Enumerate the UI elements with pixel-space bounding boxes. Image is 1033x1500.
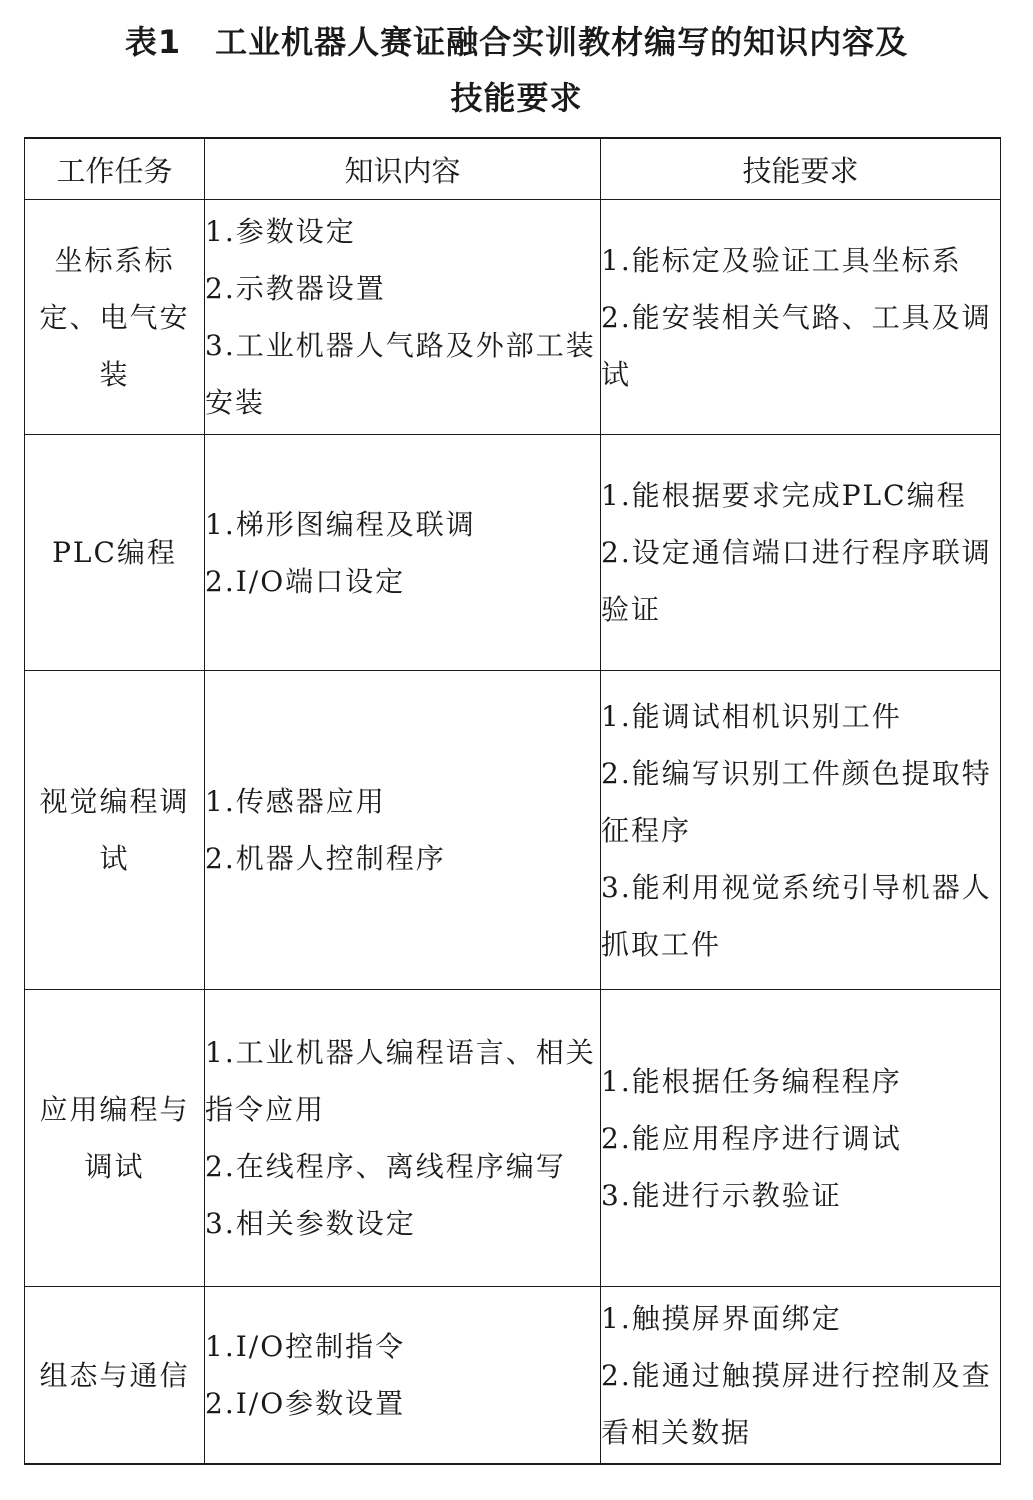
knowledge-item: 2.示教器设置 bbox=[205, 272, 386, 305]
knowledge-item: 3.相关参数设定 bbox=[205, 1207, 416, 1240]
task-cell: PLC编程 bbox=[25, 435, 205, 671]
skill-item: 1.能调试相机识别工件 bbox=[601, 699, 902, 733]
skill-item: 1.能根据要求完成PLC编程 bbox=[601, 479, 967, 512]
knowledge-item: 1.传感器应用 bbox=[205, 785, 386, 818]
knowledge-cell bbox=[205, 671, 601, 990]
knowledge-cell bbox=[205, 990, 601, 1287]
skill-item: 2.设定通信端口进行程序联调验证 bbox=[601, 536, 992, 626]
table-title-line-1 bbox=[0, 14, 1033, 70]
task-cell: 组态与通信 bbox=[25, 1287, 205, 1465]
skill-item: 3.能利用视觉系统引导机器人抓取工件 bbox=[601, 870, 992, 961]
column-header-task: 工作任务 bbox=[25, 138, 205, 200]
skill-item: 1.触摸屏界面绑定 bbox=[601, 1301, 842, 1335]
skill-item: 3.能进行示教验证 bbox=[601, 1178, 842, 1212]
task-cell: 应用编程与调试 bbox=[25, 990, 205, 1287]
table-row bbox=[25, 1287, 1001, 1465]
task-cell: 坐标系标定、电气安装 bbox=[25, 200, 205, 435]
knowledge-item: 2.I/O参数设置 bbox=[205, 1387, 406, 1420]
column-header-skills: 技能要求 bbox=[601, 138, 1001, 200]
skills-cell bbox=[601, 200, 1001, 435]
table-row bbox=[25, 435, 1001, 671]
skills-cell bbox=[601, 990, 1001, 1287]
header-row bbox=[25, 138, 1001, 200]
table-number-label: 表1 bbox=[124, 23, 182, 61]
skill-item: 2.能编写识别工件颜色提取特征程序 bbox=[601, 756, 992, 847]
knowledge-cell bbox=[205, 200, 601, 435]
knowledge-item: 2.I/O端口设定 bbox=[205, 564, 406, 598]
knowledge-item: 2.在线程序、离线程序编写 bbox=[205, 1150, 566, 1183]
skills-cell bbox=[601, 671, 1001, 990]
skill-item: 1.能标定及验证工具坐标系 bbox=[601, 243, 962, 277]
task-cell: 视觉编程调试 bbox=[25, 671, 205, 990]
table-title bbox=[0, 14, 1033, 126]
skill-item: 2.能应用程序进行调试 bbox=[601, 1121, 902, 1155]
knowledge-cell bbox=[205, 1287, 601, 1465]
table-row bbox=[25, 990, 1001, 1287]
knowledge-item: 2.机器人控制程序 bbox=[205, 842, 446, 875]
knowledge-item: 1.参数设定 bbox=[205, 215, 356, 248]
knowledge-item: 3.工业机器人气路及外部工装安装 bbox=[205, 329, 596, 419]
knowledge-item: 1.梯形图编程及联调 bbox=[205, 507, 476, 541]
skills-cell bbox=[601, 435, 1001, 671]
skill-item: 1.能根据任务编程程序 bbox=[601, 1064, 902, 1098]
skill-item: 2.能安装相关气路、工具及调试 bbox=[601, 300, 992, 391]
table-row bbox=[25, 671, 1001, 990]
knowledge-item: 1.I/O控制指令 bbox=[205, 1330, 406, 1363]
knowledge-item: 1.工业机器人编程语言、相关指令应用 bbox=[205, 1036, 596, 1126]
table-row bbox=[25, 200, 1001, 435]
knowledge-cell bbox=[205, 435, 601, 671]
table-title-line-2: 技能要求 bbox=[450, 79, 583, 117]
knowledge-skills-table bbox=[24, 137, 1001, 1465]
column-header-knowledge: 知识内容 bbox=[205, 138, 601, 200]
skills-cell bbox=[601, 1287, 1001, 1465]
table-title-text: 工业机器人赛证融合实训教材编写的知识内容及 bbox=[215, 23, 909, 61]
skill-item: 2.能通过触摸屏进行控制及查看相关数据 bbox=[601, 1358, 992, 1449]
